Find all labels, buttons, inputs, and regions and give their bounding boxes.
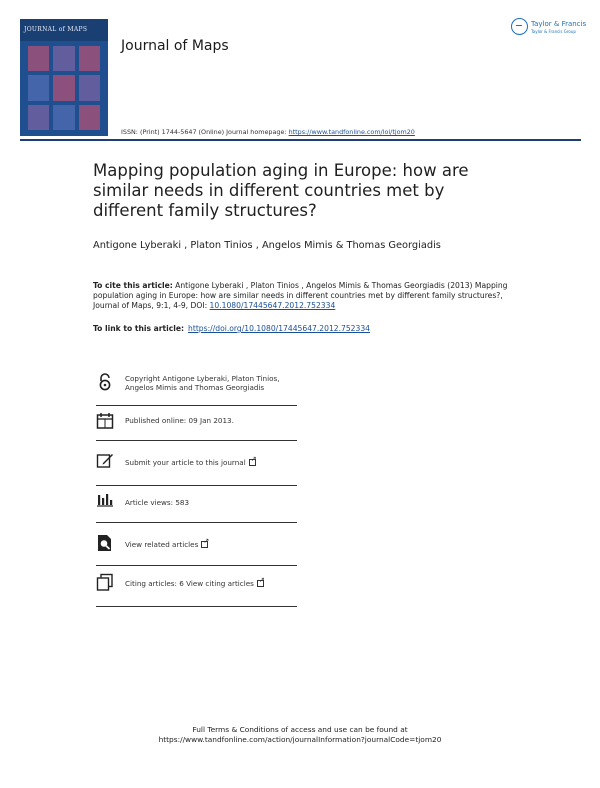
publisher-logo-icon [511,18,528,35]
external-link-icon [257,580,264,587]
cover-map-tile [28,75,49,100]
article-link-line [93,324,370,333]
footer [0,725,600,745]
article-title: Mapping population aging in Europe: how are similar needs in different countries met by different family structures? [93,161,469,220]
cover-map-tile [28,105,49,130]
footer-terms-link[interactable]: https://www.tandfonline.com/action/journalInformation?journalCode=tjom20 [158,735,442,744]
article-doi-url-link[interactable]: https://doi.org/10.1080/17445647.2012.752334 [188,324,371,333]
issn-line [121,128,415,136]
header-divider [20,139,581,141]
article-views-text: Article views: 583 [125,498,190,507]
cover-map-tile [53,105,74,130]
citing-documents-icon [96,573,114,591]
issn-text: ISSN: (Print) 1744-5647 (Online) Journal homepage: [121,128,289,136]
related-articles-link[interactable] [125,540,300,549]
footer-terms-text: Full Terms & Conditions of access and use can be found at [192,725,408,734]
cover-map-tile [79,105,100,130]
cover-map-tile [79,46,100,71]
citation-text: Antigone Lyberaki , Platon Tinios , Angelos Mimis & Thomas Georgiadis (2013) Mapping population aging in Europe: how are similar needs in different countries met by different family structures?, Journal of Maps, 9:1, 4-9, DOI: [93,281,508,311]
copyright-text: Copyright Antigone Lyberaki, Platon Tinios, Angelos Mimis and Thomas Georgiadis [125,374,280,393]
info-divider [96,485,297,486]
bar-chart-icon [96,491,114,509]
info-divider [96,606,297,607]
publisher-logo [511,18,587,40]
cover-map-tile [79,75,100,100]
citing-articles-link[interactable] [125,579,300,588]
submit-article-link[interactable] [125,458,300,467]
journal-homepage-link[interactable]: https://www.tandfonline.com/loi/tjom20 [288,128,415,136]
info-divider [96,405,297,406]
citation-block [93,281,523,312]
journal-cover-image [20,19,108,136]
related-articles-label: View related articles [125,540,199,549]
article-authors: Antigone Lyberaki , Platon Tinios , Angelos Mimis & Thomas Georgiadis [93,240,441,251]
cover-map-tile [53,75,74,100]
citing-articles-label: Citing articles: 6 View citing articles [125,579,254,588]
cover-map-tile [28,46,49,71]
cover-journal-title: JOURNAL of MAPS [24,26,88,33]
submit-article-label: Submit your article to this journal [125,458,246,467]
calendar-icon [96,412,114,430]
publisher-name: Taylor & Francis [531,20,587,28]
doi-link[interactable]: 10.1080/17445647.2012.752334 [209,301,336,311]
journal-title: Journal of Maps [121,38,229,54]
external-link-icon [201,541,208,548]
cover-map-tile [53,46,74,71]
citation-label: To cite this article: [93,281,173,290]
info-divider [96,565,297,566]
related-search-icon [96,534,114,552]
open-access-lock-icon [96,373,114,391]
edit-pencil-icon [96,452,114,470]
cover-map-grid [28,46,100,130]
external-link-icon [249,459,256,466]
info-divider [96,440,297,441]
published-date-text: Published online: 09 Jan 2013. [125,416,234,425]
publisher-subname: Taylor & Francis Group [531,29,576,34]
info-divider [96,522,297,523]
cover-masthead [20,19,108,41]
article-link-label: To link to this article: [93,324,185,333]
